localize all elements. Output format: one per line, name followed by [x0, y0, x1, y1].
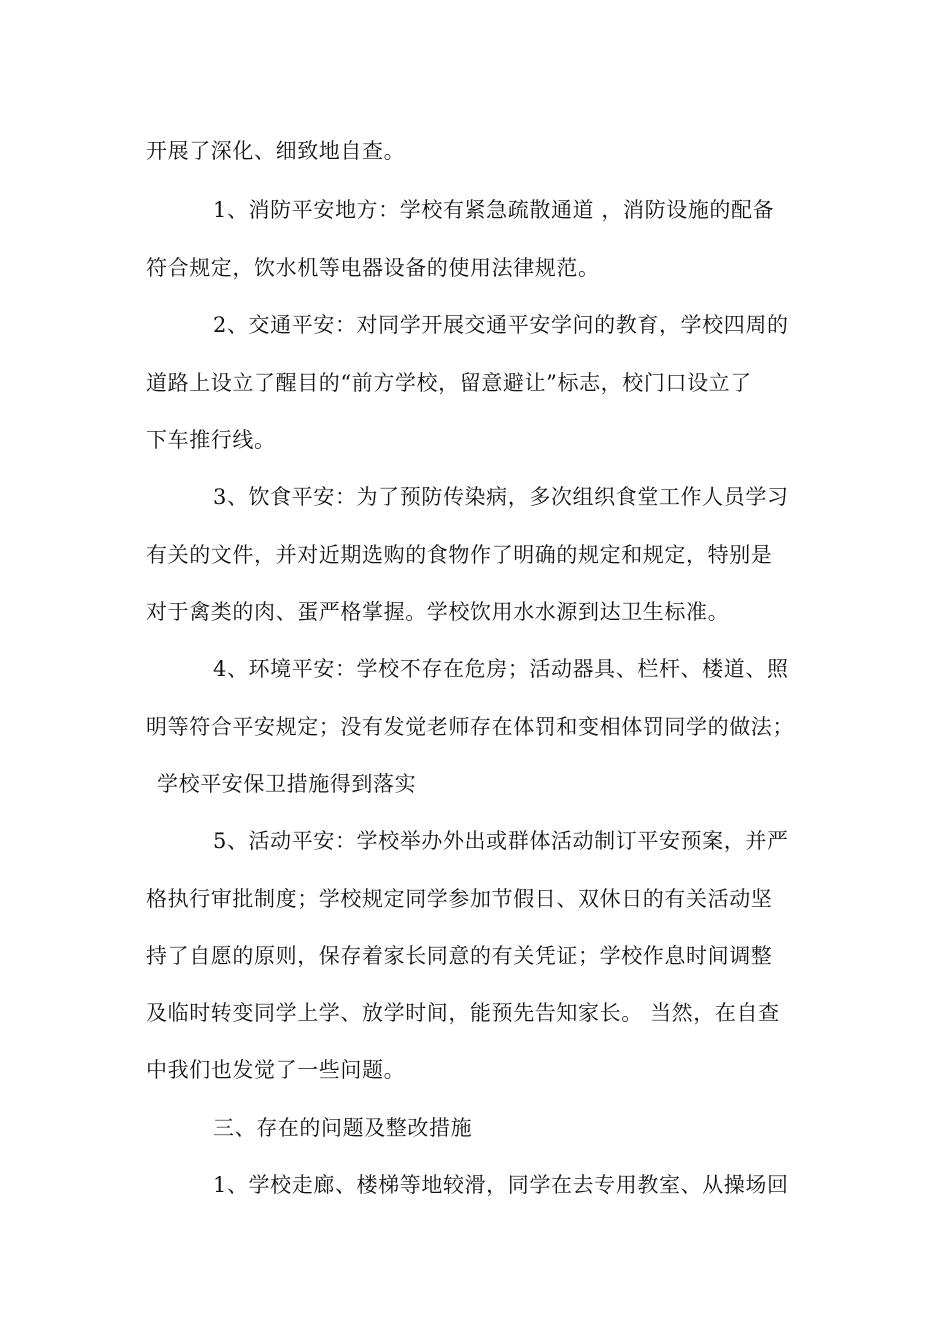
text-line: 中我们也发觉了一些问题。: [146, 1058, 406, 1082]
text-line: 明等符合平安规定；没有发觉老师存在体罚和变相体罚同学的做法；: [146, 715, 794, 739]
text-line: 1、学校走廊、楼梯等地较滑，同学在去专用教室、从操场回: [213, 1173, 789, 1197]
text-line: 道路上设立了醒目的“前方学校，留意避让”标志，校门口设立了: [146, 371, 752, 395]
text-line: 格执行审批制度；学校规定同学参加节假日、双休日的有关活动坚: [146, 887, 773, 911]
text-line: 对于禽类的肉、蛋严格掌握。学校饮用水水源到达卫生标准。: [146, 600, 730, 624]
text-line: 下车推行线。: [146, 428, 276, 452]
text-line: 开展了深化、细致地自查。: [146, 139, 406, 163]
text-line: 持了自愿的原则，保存着家长同意的有关凭证；学校作息时间调整: [146, 944, 773, 968]
text-line: 学校平安保卫措施得到落实: [157, 772, 417, 796]
section-heading: 三、存在的问题及整改措施: [213, 1116, 473, 1140]
text-line: 1、消防平安地方：学校有紧急疏散通道 ，消防设施的配备: [213, 198, 775, 222]
text-line: 有关的文件，并对近期选购的食物作了明确的规定和规定，特别是: [146, 543, 773, 567]
text-line: 4、环境平安：学校不存在危房；活动器具、栏杆、楼道、照: [213, 657, 789, 681]
text-line: 3、饮食平安：为了预防传染病，多次组织食堂工作人员学习: [213, 485, 789, 509]
text-line: 及临时转变同学上学、放学时间，能预先告知家长。 当然，在自查: [146, 1001, 780, 1025]
text-line: 2、交通平安：对同学开展交通平安学问的教育，学校四周的: [213, 313, 789, 337]
text-line: 符合规定，饮水机等电器设备的使用法律规范。: [146, 256, 600, 280]
text-line: 5、活动平安：学校举办外出或群体活动制订平安预案，并严: [213, 829, 789, 853]
